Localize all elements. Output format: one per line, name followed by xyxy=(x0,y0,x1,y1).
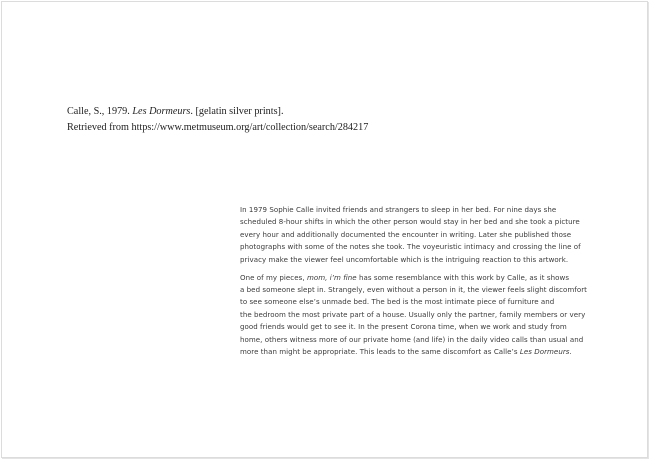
text-line: to see someone else’s unmade bed. The bed is the most intimate piece of furniture and xyxy=(240,297,555,307)
citation-medium: . [gelatin silver prints]. xyxy=(190,106,284,117)
text-line: the bedroom the most private part of a house. Usually only the partner, family members or very xyxy=(240,309,586,319)
text-line: scheduled 8-hour shifts in which the other person would stay in her bed and she took a picture xyxy=(240,217,580,227)
text-line: a bed someone slept in. Strangely, even without a person in it, the viewer feels slight discomfort xyxy=(240,284,587,294)
text-line: photographs with some of the notes she took. The voyeuristic intimacy and crossing the line of xyxy=(240,242,581,252)
text-line: In 1979 Sophie Calle invited friends and strangers to sleep in her bed. For nine days she xyxy=(240,205,557,214)
citation-line-1 xyxy=(67,104,368,120)
paragraph-calle-description xyxy=(240,204,580,266)
paragraph-own-work-comparison xyxy=(240,272,587,359)
document-page xyxy=(1,1,648,458)
text-fragment: more than might be appropriate. This leads to the same discomfort as Calle’s xyxy=(240,346,520,356)
own-work-title: mom, i’m fine xyxy=(306,272,357,282)
text-line: home, others witness more of our private home (and life) in the daily video calls than usual and xyxy=(240,334,584,344)
citation-author-year: Calle, S., 1979. xyxy=(67,106,133,117)
text-line: every hour and additionally documented the encounter in writing. Later she published those xyxy=(240,229,572,239)
citation-work-title: Les Dormeurs xyxy=(132,106,191,117)
text-line: privacy make the viewer feel uncomfortable which is the intriguing reaction to this artwork. xyxy=(240,254,569,264)
citation-reference xyxy=(67,104,368,135)
text-line xyxy=(240,272,580,284)
text-fragment: has some resemblance with this work by Calle, as it shows xyxy=(356,272,570,282)
citation-retrieval-line: Retrieved from https://www.metmuseum.org/art/collection/search/284217 xyxy=(67,121,369,133)
text-fragment: . xyxy=(569,346,572,356)
text-line xyxy=(240,346,580,358)
text-line: good friends would get to see it. In the present Corona time, when we work and study from xyxy=(240,322,567,332)
text-fragment: One of my pieces, xyxy=(240,272,307,282)
calle-work-title: Les Dormeurs xyxy=(519,346,570,356)
essay-body xyxy=(240,204,587,364)
